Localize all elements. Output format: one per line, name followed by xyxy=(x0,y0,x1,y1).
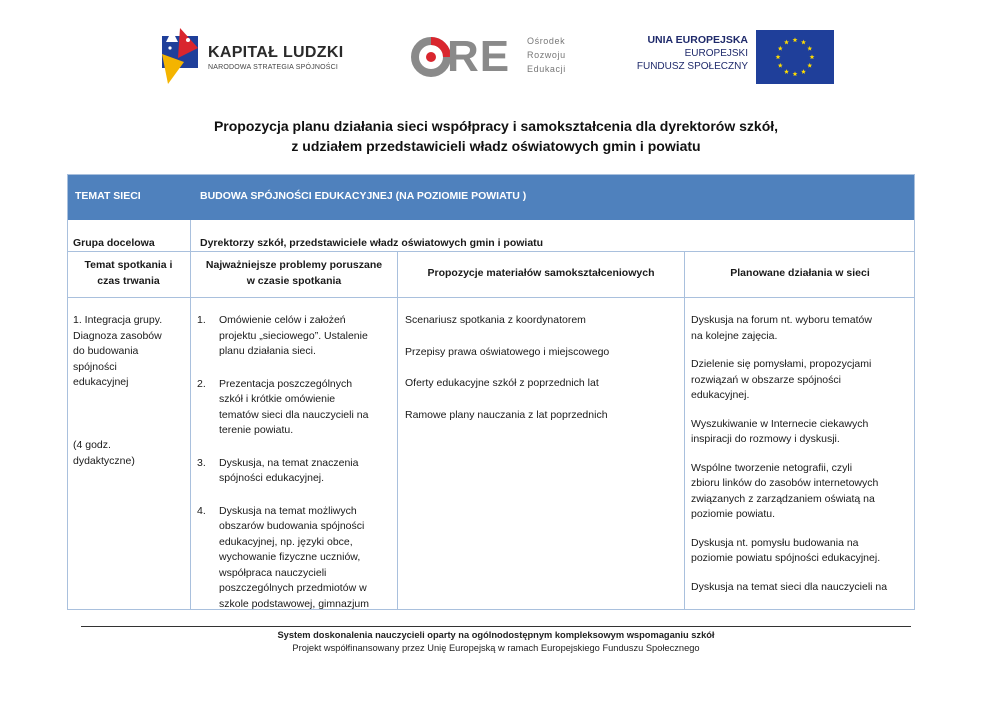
problem-line: tematów sieci dla nauczycieli na xyxy=(219,408,369,421)
problem-item xyxy=(197,313,395,360)
footer-line-2: Projekt współfinansowany przez Unię Europejską w ramach Europejskiego Funduszu Społecznego xyxy=(292,643,700,653)
eu-star-icon xyxy=(784,40,789,45)
action-line: zbioru linków do zasobów internetowych xyxy=(691,477,879,489)
problem-number: 2. xyxy=(197,377,206,390)
problem-number: 3. xyxy=(197,456,206,469)
eu-star-icon xyxy=(778,63,783,68)
eu-star-icon xyxy=(807,46,812,51)
problems-list xyxy=(197,313,395,612)
materials-list xyxy=(405,313,681,423)
material-item: Przepisy prawa oświatowego i miejscowego xyxy=(405,345,610,358)
action-line: związanych z zarządzaniem oświatą na xyxy=(691,492,875,505)
footer-line-1: System doskonalenia nauczycieli oparty na ogólnodostępnym kompleksowym wspomaganiu szkół xyxy=(277,630,715,640)
col-header-problems-line: w czasie spotkania xyxy=(246,274,342,287)
problem-item xyxy=(197,504,395,613)
meeting-topic-line: Diagnoza zasobów xyxy=(73,329,162,342)
col-header-topic xyxy=(67,258,190,289)
problem-line: planu działania sieci. xyxy=(219,345,316,357)
action-line: rozwiązań w obszarze spójności xyxy=(691,373,841,386)
action-line: Wspólne tworzenie netografii, czyli xyxy=(691,461,853,474)
eu-flag-icon xyxy=(756,30,834,84)
page-footer xyxy=(0,629,992,655)
eu-star-icon xyxy=(810,54,815,59)
problem-number: 4. xyxy=(197,504,206,517)
plan-table xyxy=(67,174,915,610)
kapital-ludzki-emblem-icon xyxy=(158,28,204,86)
col-header-topic-line: czas trwania xyxy=(97,274,160,287)
ore-line-2: Rozwoju xyxy=(527,50,566,60)
col-header-problems-line: Najważniejsze problemy poruszane xyxy=(205,259,383,271)
material-item: Scenariusz spotkania z koordynatorem xyxy=(405,314,586,326)
action-item xyxy=(691,417,913,448)
action-line: edukacyjnej. xyxy=(691,389,750,401)
col-header-actions-line: Planowane działania w sieci xyxy=(730,267,870,279)
ore-logo xyxy=(411,30,586,86)
material-item: Oferty edukacyjne szkół z poprzednich lat xyxy=(405,377,599,389)
problem-line: obszarów budowania spójności xyxy=(219,520,365,532)
meeting-topic-line: edukacyjnej xyxy=(73,376,129,388)
eu-line-2: EUROPEJSKI xyxy=(684,48,748,59)
eu-star-icon xyxy=(778,46,783,51)
col-divider xyxy=(397,251,398,610)
action-line: poziomie powiatu spójności edukacyjnej. xyxy=(691,552,881,564)
col-header-topic-line: Temat spotkania i xyxy=(84,259,173,271)
action-item xyxy=(691,461,913,523)
eu-star-icon xyxy=(807,63,812,68)
problem-line: wychowanie fizyczne uczniów, xyxy=(219,551,361,563)
action-line: poziomie powiatu. xyxy=(691,508,776,520)
eu-star-icon xyxy=(801,40,806,45)
header-logos xyxy=(0,26,992,90)
action-line: Wyszukiwanie w Internecie ciekawych xyxy=(691,417,869,430)
eu-logo xyxy=(634,30,834,86)
kapital-ludzki-logo xyxy=(158,28,358,86)
row-divider xyxy=(67,297,915,298)
problem-line: Dyskusja, na temat znaczenia xyxy=(219,456,359,469)
eu-line-3: FUNDUSZ SPOŁECZNY xyxy=(636,61,748,72)
col-divider xyxy=(684,251,685,610)
problem-line: szkole podstawowej, gimnazjum xyxy=(219,597,369,610)
meeting-duration-line: dydaktyczne) xyxy=(73,454,135,467)
action-item xyxy=(691,536,913,567)
meeting-topic-line: 1. Integracja grupy. xyxy=(73,314,163,326)
kapital-ludzki-title: KAPITAŁ LUDZKI xyxy=(208,44,344,61)
problem-line: spójności edukacyjnej. xyxy=(219,472,325,484)
action-line: Dyskusja na forum nt. wyboru tematów xyxy=(691,314,872,326)
eu-line-1: UNIA EUROPEJSKA xyxy=(647,34,748,46)
action-item xyxy=(691,580,913,596)
target-group-value: Dyrektorzy szkół, przedstawiciele władz oświatowych gmin i powiatu xyxy=(200,237,544,249)
eu-star-icon xyxy=(793,71,798,76)
col-header-materials xyxy=(398,266,684,282)
action-line: inspiracji do rozmowy i dyskusji. xyxy=(691,433,840,445)
footer-divider xyxy=(81,626,911,627)
problem-line: Prezentacja poszczególnych xyxy=(219,377,353,390)
ore-line-1: Ośrodek xyxy=(527,36,566,46)
action-line: na kolejne zajęcia. xyxy=(691,329,778,342)
meeting-duration-line: (4 godz. xyxy=(73,439,111,451)
action-item xyxy=(691,357,913,404)
col-header-actions xyxy=(685,266,915,282)
problem-line: szkół i krótkie omówienie xyxy=(219,393,336,405)
problem-number: 1. xyxy=(197,314,206,326)
document-title xyxy=(0,116,992,156)
problem-line: Dyskusja na temat możliwych xyxy=(219,504,357,517)
target-group-label: Grupa docelowa xyxy=(73,237,155,249)
actions-list xyxy=(691,313,913,608)
problem-line: poszczególnych przedmiotów w xyxy=(219,582,367,594)
eu-star-icon xyxy=(784,69,789,74)
document-title-line-1: Propozycja planu działania sieci współpracy i samokształcenia dla dyrektorów szkół, xyxy=(213,118,779,134)
eu-star-icon xyxy=(801,69,806,74)
problem-line: terenie powiatu. xyxy=(219,424,294,436)
ore-wordmark: RE xyxy=(447,32,511,81)
action-line: Dyskusja nt. pomysłu budowania na xyxy=(691,536,859,549)
action-item xyxy=(691,313,913,344)
ore-name-lines xyxy=(527,34,566,76)
problem-item xyxy=(197,456,395,487)
action-line: Dyskusja na temat sieci dla nauczycieli na xyxy=(691,580,888,593)
kapital-ludzki-subtitle: NARODOWA STRATEGIA SPÓJNOŚCI xyxy=(208,64,339,71)
action-line: Dzielenie się pomysłami, propozycjami xyxy=(691,358,872,370)
eu-logo-text xyxy=(637,34,748,73)
meeting-topic-line: do budowania xyxy=(73,345,139,357)
col-header-problems xyxy=(191,258,397,289)
ore-circle-icon xyxy=(411,30,451,82)
meeting-duration xyxy=(73,438,188,469)
meeting-topic-line: spójności xyxy=(73,360,117,373)
problem-line: współpraca nauczycieli xyxy=(219,566,327,579)
material-item: Ramowe plany nauczania z lat poprzednich xyxy=(405,408,608,421)
header-topic-value: BUDOWA SPÓJNOŚCI EDUKACYJNEJ (NA POZIOMIE POWIATU ) xyxy=(200,190,527,202)
problem-item xyxy=(197,377,395,439)
eu-star-icon xyxy=(793,37,798,42)
problem-line: edukacyjnej, np. języki obce, xyxy=(219,535,353,548)
problem-line: Omówienie celów i założeń xyxy=(219,314,346,326)
eu-star-icon xyxy=(776,54,781,59)
problem-line: projektu „sieciowego”. Ustalenie xyxy=(219,329,368,342)
col-header-materials-line: Propozycje materiałów samokształceniowych xyxy=(427,267,655,279)
header-topic-label: TEMAT SIECI xyxy=(75,190,141,202)
ore-line-3: Edukacji xyxy=(527,64,566,74)
document-title-line-2: z udziałem przedstawicieli władz oświatowych gmin i powiatu xyxy=(291,138,701,154)
meeting-topic xyxy=(73,313,188,391)
